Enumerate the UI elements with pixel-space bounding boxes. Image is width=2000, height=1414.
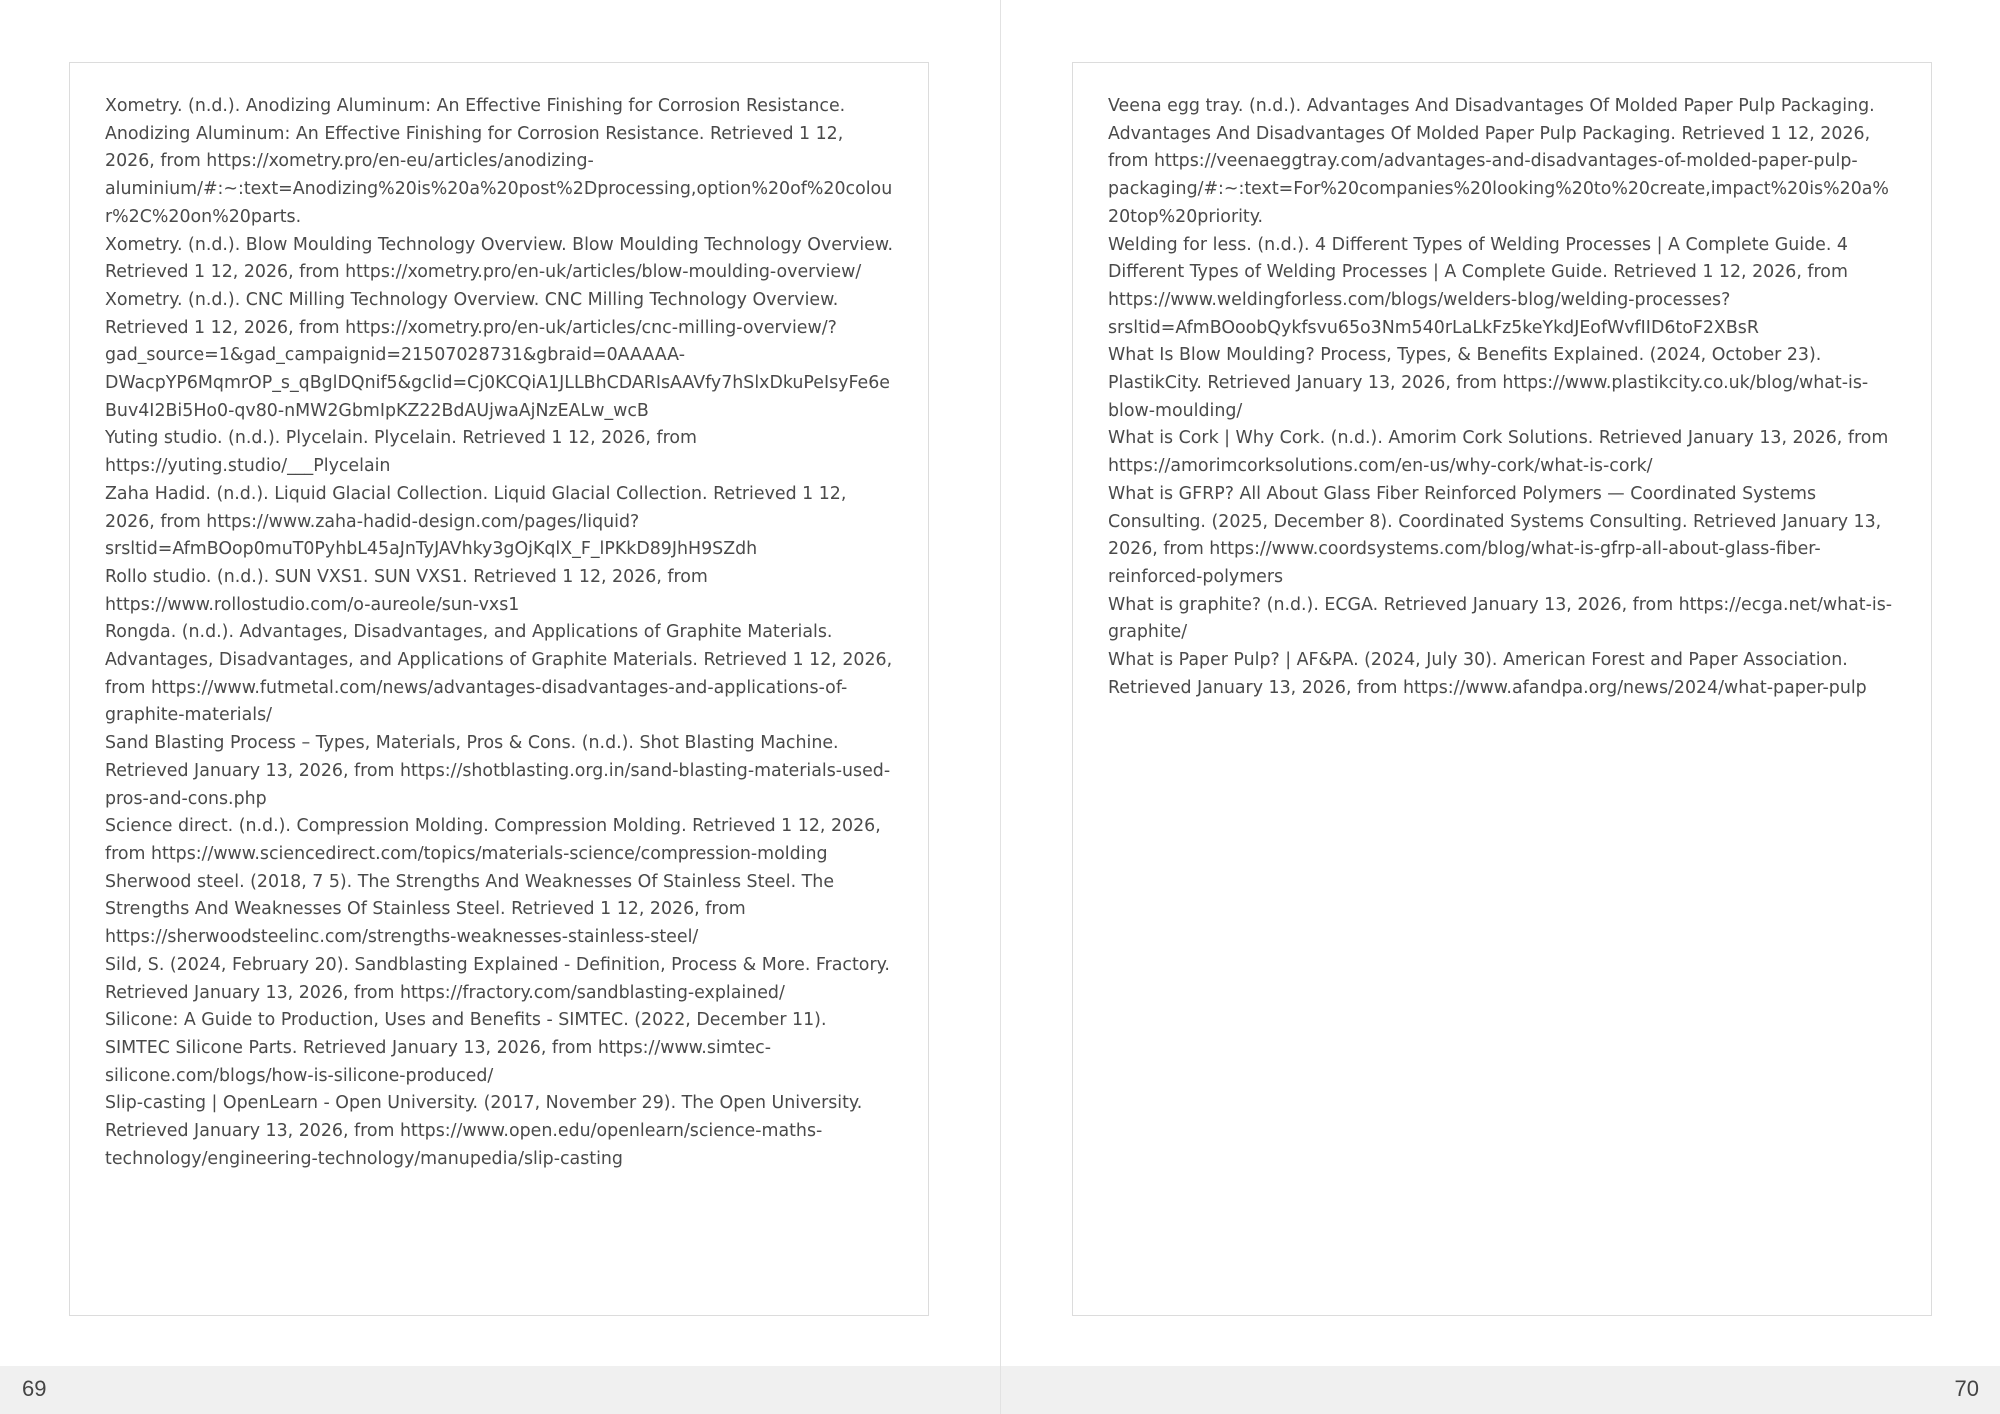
page-footer-bar-right xyxy=(1001,1366,2000,1414)
reference-entry: What Is Blow Moulding? Process, Types, & Benefits Explained. (2024, October 23). PlastikCity. Retrieved January 13, 2026, from https://www.plastikcity.co.uk/blog/what-is-blow-moulding/ xyxy=(1108,345,1869,421)
reference-entry: Sild, S. (2024, February 20). Sandblasting Explained - Definition, Process & More. Fractory. Retrieved January 13, 2026, from https://fractory.com/sandblasting-explained/ xyxy=(105,954,890,1003)
reference-entry: Xometry. (n.d.). Anodizing Aluminum: An Effective Finishing for Corrosion Resistance. Anodizing Aluminum: An Effective Finishing for Corrosion Resistance. Retrieved 1 12, 2026, from https://xometry.pro/en-eu/articles/anodizing-aluminium/#:~:text=Anodizing%20is%20a%20post%2Dprocessing,option%20of%20colour%2C%20on%20parts. xyxy=(105,96,893,227)
reference-entry: Science direct. (n.d.). Compression Molding. Compression Molding. Retrieved 1 12, 2026, from https://www.sciencedirect.com/topics/materials-science/compression-molding xyxy=(105,816,881,864)
page-number-left: 69 xyxy=(22,1376,47,1401)
reference-entry: Xometry. (n.d.). CNC Milling Technology Overview. CNC Milling Technology Overview. Retrieved 1 12, 2026, from https://xometry.pro/en-uk/articles/cnc-milling-overview/?gad_source=1&gad_campaignid=21507028731&gbraid=0AAAAA-DWacpYP6MqmrOP_s_qBglDQnif5&gclid=Cj0KCQiA1JLLBhCDARIsAAVfy7hSlxDkuPeIsyFe6eBuv4I2Bi5Ho0-qv80-nMW2GbmIpKZ22BdAUjwaAjNzEALw_wcB xyxy=(105,289,890,421)
page-right xyxy=(1000,0,2000,1414)
reference-list-left xyxy=(105,93,894,1173)
reference-entry: Yuting studio. (n.d.). Plycelain. Plycelain. Retrieved 1 12, 2026, from https://yuting.studio/___Plycelain xyxy=(105,428,697,477)
reference-list-right xyxy=(1108,93,1897,702)
reference-entry: Veena egg tray. (n.d.). Advantages And Disadvantages Of Molded Paper Pulp Packaging. Advantages And Disadvantages Of Molded Paper Pulp Packaging. Retrieved 1 12, 2026, from https://veenaeggtray.com/advantages-and-disadvantages-of-molded-paper-pulp-packaging/#:~:text=For%20companies%20looking%20to%20create,impact%20is%20a%20top%20priority. xyxy=(1108,96,1889,227)
reference-entry: What is GFRP? All About Glass Fiber Reinforced Polymers — Coordinated Systems Consulting. (2025, December 8). Coordinated Systems Consulting. Retrieved January 13, 2026, from https://www.coordsystems.com/blog/what-is-gfrp-all-about-glass-fiber-reinforced-polymers xyxy=(1108,483,1882,587)
page-number-right: 70 xyxy=(1954,1376,1979,1401)
reference-entry: Silicone: A Guide to Production, Uses and Benefits - SIMTEC. (2022, December 11). SIMTEC Silicone Parts. Retrieved January 13, 2026, from https://www.simtec-silicone.com/blogs/how-is-silicone-produced/ xyxy=(105,1010,827,1086)
reference-entry: Sand Blasting Process – Types, Materials, Pros & Cons. (n.d.). Shot Blasting Machine. Retrieved January 13, 2026, from https://shotblasting.org.in/sand-blasting-materials-used-pros-and-cons.php xyxy=(105,733,891,809)
reference-entry: Rongda. (n.d.). Advantages, Disadvantages, and Applications of Graphite Materials. Advantages, Disadvantages, and Applications of Graphite Materials. Retrieved 1 12, 2026, from https://www.futmetal.com/news/advantages-disadvantages-and-applications-of-graphite-materials/ xyxy=(105,622,893,726)
reference-entry: Xometry. (n.d.). Blow Moulding Technology Overview. Blow Moulding Technology Overview. Retrieved 1 12, 2026, from https://xometry.pro/en-uk/articles/blow-moulding-overview/ xyxy=(105,234,894,283)
reference-entry: What is Cork | Why Cork. (n.d.). Amorim Cork Solutions. Retrieved January 13, 2026, from https://amorimcorksolutions.com/en-us/why-cork/what-is-cork/ xyxy=(1108,428,1889,477)
reference-entry: Rollo studio. (n.d.). SUN VXS1. SUN VXS1. Retrieved 1 12, 2026, from https://www.rollostudio.com/o-aureole/sun-vxs1 xyxy=(105,566,708,615)
reference-entry: Zaha Hadid. (n.d.). Liquid Glacial Collection. Liquid Glacial Collection. Retrieved 1 12, 2026, from https://www.zaha-hadid-design.com/pages/liquid?srsltid=AfmBOop0muT0PyhbL45aJnTyJAVhky3gOjKqlX_F_lPKkD89JhH9SZdh xyxy=(105,483,847,560)
reference-entry: Welding for less. (n.d.). 4 Different Types of Welding Processes | A Complete Guide. 4 Different Types of Welding Processes | A Complete Guide. Retrieved 1 12, 2026, from https://www.weldingforless.com/blogs/welders-blog/welding-processes?srsltid=AfmBOoobQykfsvu65o3Nm540rLaLkFz5keYkdJEofWvfIID6toF2XBsR xyxy=(1108,234,1848,338)
reference-text-box-left xyxy=(69,62,929,1316)
reference-entry: Sherwood steel. (2018, 7 5). The Strengths And Weaknesses Of Stainless Steel. The Strengths And Weaknesses Of Stainless Steel. Retrieved 1 12, 2026, from https://sherwoodsteelinc.com/strengths-weaknesses-stainless-steel/ xyxy=(105,871,835,948)
page-footer-bar-left xyxy=(0,1366,1000,1414)
reference-entry: What is Paper Pulp? | AF&PA. (2024, July 30). American Forest and Paper Association. Retrieved January 13, 2026, from https://www.afandpa.org/news/2024/what-paper-pulp xyxy=(1108,650,1867,698)
reference-text-box-right xyxy=(1072,62,1932,1316)
reference-entry: Slip-casting | OpenLearn - Open University. (2017, November 29). The Open University. Retrieved January 13, 2026, from https://www.open.edu/openlearn/science-maths-technology/engineering-technology/manupedia/slip-casting xyxy=(105,1093,863,1169)
reference-entry: What is graphite? (n.d.). ECGA. Retrieved January 13, 2026, from https://ecga.net/what-is-graphite/ xyxy=(1108,594,1893,643)
